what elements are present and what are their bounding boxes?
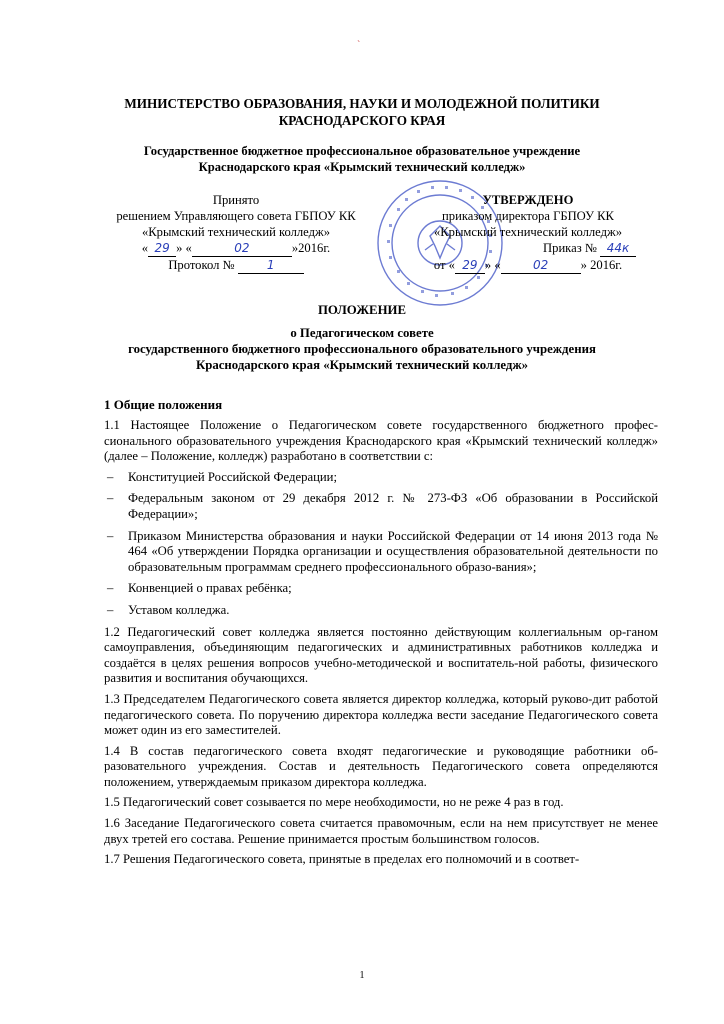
accepted-line-2: «Крымский технический колледж» <box>141 225 331 239</box>
accepted-date-open: « <box>141 241 149 255</box>
accepted-title: Принято <box>212 193 260 207</box>
document-body <box>104 418 658 873</box>
section-heading: 1 Общие положения <box>104 397 223 412</box>
ministry-line-1: МИНИСТЕРСТВО ОБРАЗОВАНИЯ, НАУКИ И МОЛОДЕЖНОЙ ПОЛИТИКИ <box>124 96 600 111</box>
list-item: – Конституцией Российской Федерации; <box>107 469 337 484</box>
document-subtitle-3: Краснодарского края «Крымский технический колледж» <box>195 358 529 372</box>
accepted-protocol <box>96 257 376 274</box>
protocol-label: Протокол № <box>168 258 235 272</box>
accepted-date-day: 29 <box>148 240 176 257</box>
ministry-line-2: КРАСНОДАРСКОГО КРАЯ <box>278 113 446 128</box>
approved-date-mid: » « <box>484 258 501 272</box>
list-item-text: Приказом Министерства образования и науки Российской Федерации от 14 июня 2013 года № 464 «Об утверждении Порядка организации и осуществления образовательной деятельности по образовательным программам среднего профессионального образо-вания»; <box>128 528 658 574</box>
approved-line-1: приказом директора ГБПОУ КК <box>442 209 614 223</box>
protocol-number: 1 <box>238 257 304 274</box>
approved-line-2: «Крымский технический колледж» <box>433 225 623 239</box>
paragraph-1-3: 1.3 Председателем Педагогического совета является директор колледжа, который руково-дит работой педагогического совета. По поручению директора колледжа вести заседание Педагогического совета может один из его заместителей. <box>104 691 658 738</box>
list-item-text: Конвенцией о правах ребёнка; <box>128 581 292 596</box>
document-title: ПОЛОЖЕНИЕ <box>317 303 407 317</box>
paragraph-1-4: 1.4 В состав педагогического совета входят педагогические и руководящие работники об-разовательного учреждения. Состав и деятельность Педагогического совета определяются положением, утверждаемым приказом директора колледжа. <box>104 743 658 789</box>
order-number: 44к <box>600 240 636 257</box>
list-item-text: Федеральным законом от 29 декабря 2012 г. № 273-ФЗ «Об образовании в Российской Федерации»; <box>128 491 658 521</box>
accepted-date-mid: » « <box>176 241 192 255</box>
approved-title: УТВЕРЖДЕНО <box>482 193 574 207</box>
approved-date-year: » 2016г. <box>580 258 623 272</box>
list-item-text: Уставом колледжа. <box>128 602 230 617</box>
list-item: – Приказом Министерства образования и науки Российской Федерации от 14 июня 2013 года № 464 «Об утверждении Порядка организации и осуществления образовательной деятельности по образовательным программам среднего профессионального образо-вания»; <box>107 528 658 574</box>
order-label: Приказ № <box>543 241 597 255</box>
paragraph-1-5: 1.5 Педагогический совет созывается по мере необходимости, но не реже 4 раз в год. <box>104 795 564 810</box>
approved-date-month: 02 <box>501 257 581 274</box>
stray-mark: ` <box>357 40 361 51</box>
page-number: 1 <box>359 970 365 981</box>
list-item: – Уставом колледжа. <box>107 602 230 617</box>
list-item: – Федеральным законом от 29 декабря 2012 г. № 273-ФЗ «Об образовании в Российской Федерации»; <box>107 491 658 521</box>
paragraph-1-6: 1.6 Заседание Педагогического совета считается правомочным, если на нем присутствует не менее двух третей его состава. Решение принимается простым большинством голосов. <box>104 816 658 846</box>
approved-block <box>398 192 658 274</box>
accepted-date <box>96 240 376 257</box>
approved-date-prefix: от « <box>433 258 455 272</box>
paragraph-1-2: 1.2 Педагогический совет колледжа является постоянно действующим коллегиальным ор-ганом самоуправления, объединяющим педагогических и административных работников колледжа и создаётся в целях решения вопросов учебно-методической и воспитатель-ной работы, физического развития и воспитания обучающихся. <box>104 624 658 686</box>
document-subtitle-1: о Педагогическом совете <box>290 326 434 340</box>
list-item-text: Конституцией Российской Федерации; <box>128 469 337 484</box>
approved-order <box>398 240 658 257</box>
institution-line-1: Государственное бюджетное профессиональное образовательное учреждение <box>143 144 581 158</box>
accepted-line-1: решением Управляющего совета ГБПОУ КК <box>116 209 356 223</box>
list-item: – Конвенцией о правах ребёнка; <box>107 581 292 596</box>
approved-date <box>398 257 658 274</box>
document-title-block <box>60 302 664 373</box>
ministry-header <box>60 95 664 129</box>
paragraph-1-7: 1.7 Решения Педагогического совета, принятые в пределах его полномочий и в соответ- <box>104 852 580 867</box>
accepted-date-month: 02 <box>192 240 292 257</box>
institution-line-2: Краснодарского края «Крымский технический колледж» <box>198 160 526 174</box>
basis-list <box>104 470 658 619</box>
approved-date-day: 29 <box>455 257 485 274</box>
paragraph-1-1: 1.1 Настоящее Положение о Педагогическом совете государственного бюджетного профес-сионального образовательного учреждения Краснодарского края «Крымский технический колледж» (далее – Положение, колледж) разработано в соответствии с: <box>104 418 658 464</box>
accepted-date-year: »2016г. <box>291 241 331 255</box>
institution-header <box>60 143 664 175</box>
accepted-block <box>96 192 376 274</box>
document-subtitle-2: государственного бюджетного профессионального образовательного учреждения <box>128 342 596 356</box>
